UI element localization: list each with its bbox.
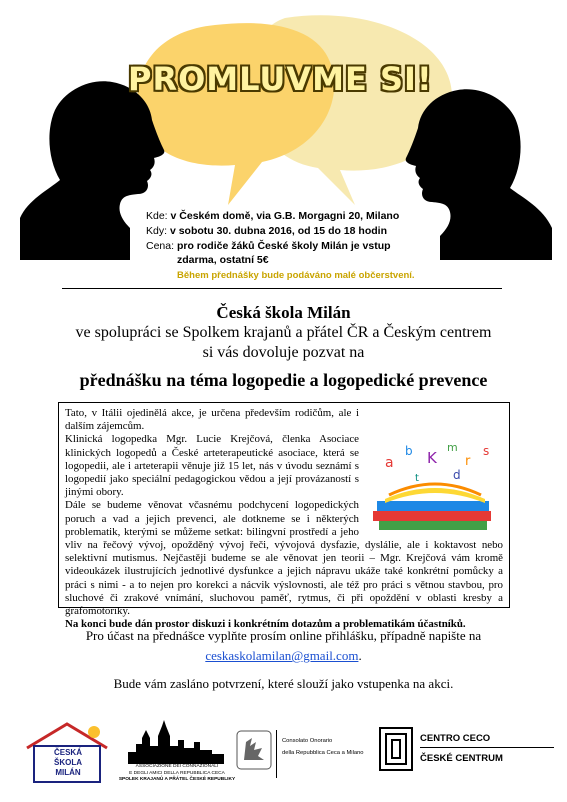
svg-text:d: d <box>453 468 461 482</box>
poster-title: PROMLUVME SI! <box>128 60 433 98</box>
centro-ceco-text: CENTRO CECO <box>420 733 491 744</box>
assoc-line-2: E DEGLI AMICI DELLA REPUBBLICA CECA <box>129 770 225 776</box>
czech-coat-of-arms-icon <box>236 730 272 770</box>
consul-line-1: Consolato Onorario <box>282 738 333 744</box>
assoc-line-1: ASSOCIAZIONE DEI CONNAZIONALI <box>135 764 219 769</box>
location-label: Kde: <box>146 210 168 222</box>
svg-text:K: K <box>427 449 437 467</box>
books-letters-illustration <box>365 437 505 533</box>
confirmation-text: Bude vám zasláno potvrzení, které slouží jako vstupenka na akci. <box>113 676 454 691</box>
price-line-2 <box>177 254 269 266</box>
cooperation-line: ve spolupráci se Spolkem krajanů a přátel ČR a Českým centrem <box>75 324 492 341</box>
invite-line: si vás dovoluje pozvat na <box>202 344 365 361</box>
centro-divider <box>420 747 554 748</box>
location-line <box>146 210 399 222</box>
divider <box>62 288 502 289</box>
price-value-2: zdarma, ostatní 5€ <box>177 254 269 266</box>
assoc-line-3: SPOLEK KRAJANŮ A PŘÁTEL ČESKÉ REPUBLIKY <box>118 777 236 782</box>
email-suffix: . <box>358 648 362 663</box>
svg-text:b: b <box>405 444 413 458</box>
ceske-centrum-text: ČESKÉ CENTRUM <box>420 753 503 764</box>
description-box <box>58 402 510 631</box>
school-logo-word-1: ČESKÁ <box>53 748 82 757</box>
school-name: Česká škola Milán <box>216 303 351 322</box>
consulate-logo-text <box>282 735 364 759</box>
signup-text: Pro účast na přednášce vyplňte prosím online přihlášku, případně napište na <box>85 628 482 643</box>
svg-text:a: a <box>385 455 394 471</box>
intro-paragraph: Tato, v Itálii ojedinělá akce, je určena především rodičům, ale i dalším zájemcům. <box>65 407 359 433</box>
speaker-paragraph: Klinická logopedka Mgr. Lucie Krejčová, členka Asociace klinických logopedů a České arteterapeutické asociace, která se logopedii, ale i arteterapii věnuje již 15 let, nás v úvodu seznámí s logopedií jako speciální pedagogickou vědou a její provázaností s jinými obory. <box>65 433 359 499</box>
school-logo-word-2: ŠKOLA <box>54 758 82 767</box>
refreshment-note: Během přednášky bude podáváno malé občerstvení. <box>177 270 415 281</box>
consul-line-2: della Repubblica Ceca a Milano <box>282 750 364 756</box>
date-label: Kdy: <box>146 225 168 237</box>
right-head-silhouette <box>406 89 552 260</box>
czech-centre-icon <box>378 726 414 772</box>
svg-text:r: r <box>465 454 471 469</box>
consulate-divider <box>276 730 277 778</box>
email-line <box>0 648 567 664</box>
email-link[interactable]: ceskaskolamilan@gmail.com <box>205 648 359 663</box>
date-value: v sobotu 30. dubna 2016, od 15 do 18 hodin <box>169 225 387 237</box>
prague-castle-icon <box>128 718 224 766</box>
price-label: Cena: <box>146 240 175 252</box>
price-line <box>146 240 391 252</box>
date-line <box>146 225 387 237</box>
association-logo-text <box>112 764 242 784</box>
svg-text:s: s <box>483 444 490 458</box>
topics-paragraph: Dále se budeme věnovat včasnému podchycení logopedických poruch a vad a jejich prevenci, ale dotkneme se i některých problematik, kterými se můžeme setkat: bilingvní prostředí a jeho vliv na řečový vývoj, opožděný vývoj řeči, vývojová dysfazie, dyslálie, ale i koktavost nebo selektivní mutismus. Nejčastěji budeme se ale věnovat jen teorii – Mgr. Krejčová vám kromě videoukázek ilustrujících jednotlivé dysfunkce a jejich nápravu ukáže také konkrétní pomůcky a práci s nimi - a to nejen pro korekci a nácvik výslovnosti, ale též pro práci s větnou stavbou, pro sluchové či zrakové vnímání, sluchovou paměť, rytmus, či při opoždění v oblasti kresby a grafomotoriky. <box>65 499 503 618</box>
lecture-topic: přednášku na téma logopedie a logopedické prevence <box>79 370 488 390</box>
location-value: v Českém domě, via G.B. Morgagni 20, Milano <box>170 210 400 222</box>
svg-text:t: t <box>415 473 419 484</box>
school-logo-text <box>40 748 96 778</box>
left-head-silhouette <box>20 81 164 260</box>
discussion-paragraph: Na konci bude dán prostor diskuzi i konkrétním dotazům a problematikám účastníků. <box>65 618 466 631</box>
svg-text:m: m <box>447 441 458 454</box>
speech-bubble-front <box>138 23 335 205</box>
school-logo-word-3: MILÁN <box>55 768 81 777</box>
price-value: pro rodiče žáků České školy Milán je vstup <box>176 240 391 252</box>
